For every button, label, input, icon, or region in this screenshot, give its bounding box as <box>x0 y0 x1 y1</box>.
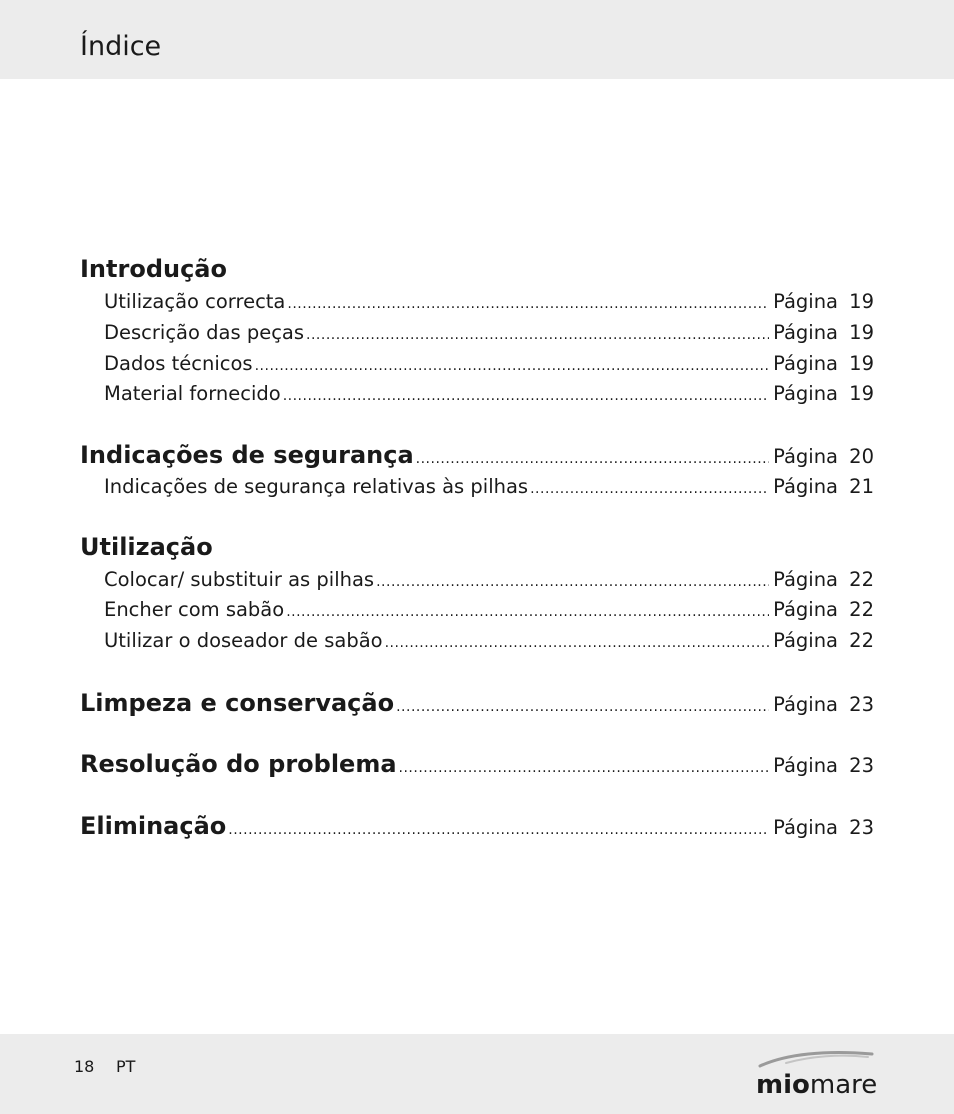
toc-entry[interactable] <box>104 290 874 318</box>
page-number: 19 <box>849 321 874 344</box>
page-word: Página <box>773 693 838 716</box>
dot-leader <box>287 296 769 312</box>
page-word: Página <box>773 352 838 375</box>
page-word: Página <box>773 321 838 344</box>
page-number: 20 <box>849 445 874 468</box>
toc-entry-label: Colocar/ substituir as pilhas <box>104 568 375 591</box>
toc-entry[interactable] <box>104 352 874 380</box>
page-number: 21 <box>849 475 874 498</box>
section-title-indicacoes-de-seguranca: Indicações de segurança <box>80 441 414 469</box>
dot-leader <box>416 451 769 467</box>
dot-leader <box>376 574 769 590</box>
page-number: 22 <box>849 629 874 652</box>
page-word: Página <box>773 754 838 777</box>
wave-icon <box>756 1048 876 1072</box>
toc-entry-label: Indicações de segurança relativas às pilhas <box>104 475 529 498</box>
toc-entry[interactable] <box>104 382 874 410</box>
page-number: 22 <box>849 598 874 621</box>
page-number: 22 <box>849 568 874 591</box>
page-word: Página <box>773 290 838 313</box>
page-word: Página <box>773 598 838 621</box>
dot-leader <box>228 822 769 838</box>
section-title-resolucao: Resolução do problema <box>80 750 397 778</box>
page-number: 19 <box>849 382 874 405</box>
page-title: Índice <box>80 31 162 62</box>
toc-entry-label: Encher com sabão <box>104 598 285 621</box>
brand-logo <box>756 1048 876 1098</box>
dot-leader <box>306 327 769 343</box>
section-title-eliminacao: Eliminação <box>80 812 227 840</box>
page-number: 23 <box>849 754 874 777</box>
toc-entry-label: Utilização correcta <box>104 290 286 313</box>
section-title-limpeza: Limpeza e conservação <box>80 689 395 717</box>
dot-leader <box>396 699 769 715</box>
brand-wordmark: miomare <box>756 1070 878 1100</box>
dot-leader <box>385 635 769 651</box>
page-word: Página <box>773 816 838 839</box>
toc-entry-label: Dados técnicos <box>104 352 253 375</box>
language-code: PT <box>116 1057 136 1076</box>
dot-leader <box>283 388 769 404</box>
page-word: Página <box>773 475 838 498</box>
dot-leader <box>399 760 770 776</box>
toc-entry[interactable] <box>104 629 874 657</box>
toc-section-entry[interactable] <box>80 750 874 778</box>
section-title-introducao: Introdução <box>80 255 227 283</box>
page-word: Página <box>773 629 838 652</box>
page-number: 19 <box>849 290 874 313</box>
toc-entry[interactable] <box>104 598 874 626</box>
dot-leader <box>286 604 769 620</box>
page-word: Página <box>773 382 838 405</box>
toc-entry[interactable] <box>104 568 874 596</box>
page-word: Página <box>773 568 838 591</box>
toc-entry-label: Utilizar o doseador de sabão <box>104 629 383 652</box>
toc-section-entry[interactable] <box>80 689 874 717</box>
page-word: Página <box>773 445 838 468</box>
toc-entry-label: Descrição das peças <box>104 321 305 344</box>
page-number: 19 <box>849 352 874 375</box>
page-number: 23 <box>849 693 874 716</box>
toc-section-entry[interactable] <box>80 812 874 840</box>
page-number-footer: 18 <box>74 1057 95 1076</box>
section-title-utilizacao: Utilização <box>80 533 213 561</box>
toc-entry-label: Material fornecido <box>104 382 281 405</box>
toc-section-entry[interactable] <box>80 441 874 469</box>
dot-leader <box>255 358 769 374</box>
dot-leader <box>530 481 769 497</box>
page-number: 23 <box>849 816 874 839</box>
toc-entry[interactable] <box>104 475 874 503</box>
toc-entry[interactable] <box>104 321 874 349</box>
